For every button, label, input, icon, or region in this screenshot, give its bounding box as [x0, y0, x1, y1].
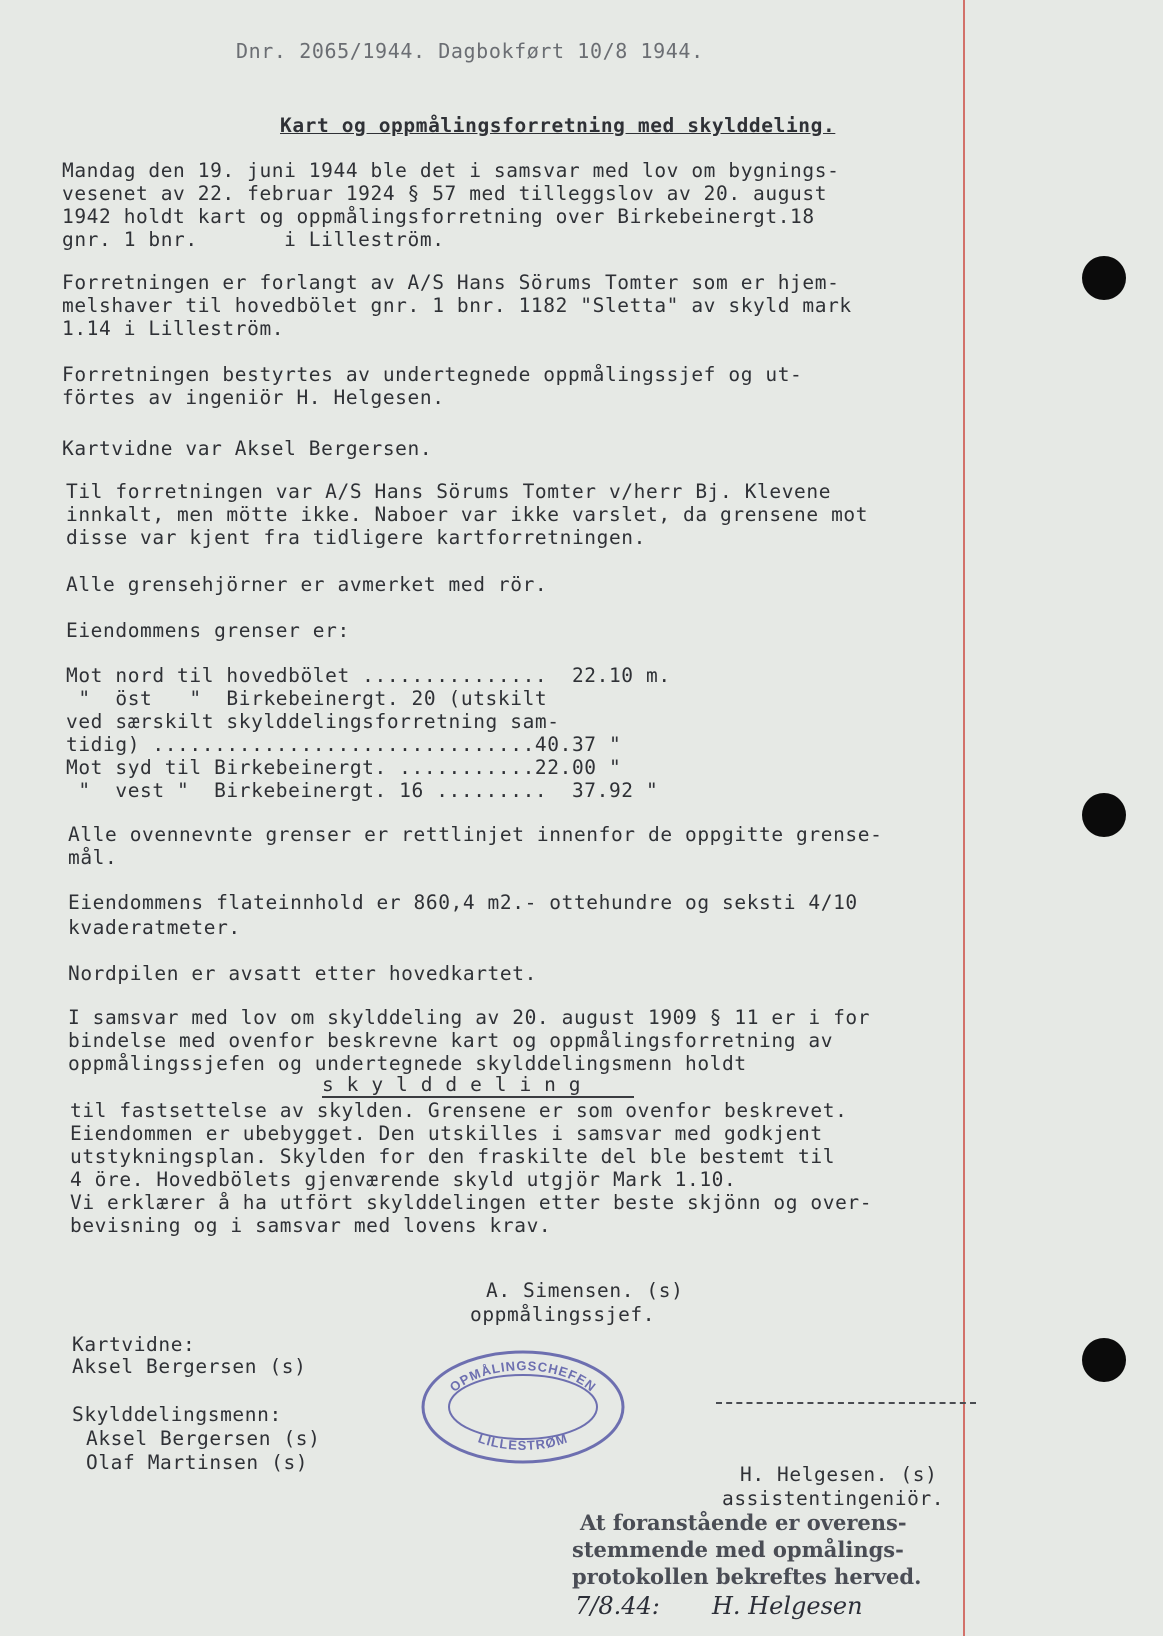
paragraph-line: kvaderatmeter.	[68, 916, 241, 939]
handwritten-date: 7/8.44:	[575, 1592, 660, 1620]
boundary-line: ved særskilt skylddelingsforretning sam-	[66, 710, 560, 733]
paragraph-line: Forretningen er forlangt av A/S Hans Sörums Tomter som er hjem-	[62, 271, 840, 294]
certification-line: protokollen bekreftes herved.	[572, 1564, 922, 1589]
signature-name: A. Simensen. (s)	[486, 1279, 684, 1302]
boundary-line: Mot syd til Birkebeinergt. ...........22.00 "	[66, 756, 622, 779]
paragraph-line: disse var kjent fra tidligere kartforretningen.	[66, 526, 646, 549]
kartvidne-name: Aksel Bergersen (s)	[72, 1355, 307, 1378]
paragraph-line: Eiendommens grenser er:	[66, 619, 350, 642]
signature-title: oppmålingssjef.	[470, 1303, 656, 1326]
paragraph-line: Eiendommen er ubebygget. Den utskilles i samsvar med godkjent	[70, 1122, 823, 1145]
certification-line: At foranstående er overens-	[580, 1510, 907, 1535]
official-stamp	[420, 1347, 626, 1465]
paragraph-line: Til forretningen var A/S Hans Sörums Tomter v/herr Bj. Klevene	[66, 480, 832, 503]
paragraph-line: 1.14 i Lilleström.	[62, 317, 285, 340]
paragraph-line: bindelse med ovenfor beskrevne kart og oppmålingsforretning av	[68, 1029, 834, 1052]
punch-hole-icon	[1082, 256, 1126, 300]
paragraph-line: vesenet av 22. februar 1924 § 57 med tilleggslov av 20. august	[62, 182, 828, 205]
document-title: Kart og oppmålingsforretning med skylddeling.	[280, 114, 836, 137]
skylddelingsmenn-name: Aksel Bergersen (s)	[86, 1427, 321, 1450]
boundary-line: " vest " Birkebeinergt. 16 ......... 37.92 "	[66, 779, 659, 802]
signature-name: H. Helgesen. (s)	[740, 1463, 938, 1486]
svg-text:LILLESTRØM	[476, 1431, 569, 1453]
paragraph-line: Eiendommens flateinnhold er 860,4 m2.- ottehundre og seksti 4/10	[68, 891, 858, 914]
skylddeling-underline	[322, 1096, 634, 1098]
handwritten-signature: H. Helgesen	[712, 1592, 863, 1620]
boundary-line: " öst " Birkebeinergt. 20 (utskilt	[66, 687, 548, 710]
skylddelingsmenn-name: Olaf Martinsen (s)	[86, 1451, 309, 1474]
stamp-bottom-text: LILLESTRØM	[476, 1430, 570, 1453]
certification-line: stemmende med opmålings-	[572, 1537, 904, 1562]
paragraph-line: Nordpilen er avsatt etter hovedkartet.	[68, 962, 537, 985]
signature-title: assistentingeniör.	[722, 1487, 945, 1510]
paragraph-line: bevisning og i samsvar med lovens krav.	[70, 1214, 552, 1237]
paragraph-line: Kartvidne var Aksel Bergersen.	[62, 437, 433, 460]
paragraph-line: förtes av ingeniör H. Helgesen.	[62, 386, 445, 409]
paragraph-line: Mandag den 19. juni 1944 ble det i samsvar med lov om bygnings-	[62, 159, 840, 182]
skylddelingsmenn-label: Skylddelingsmenn:	[72, 1403, 282, 1426]
boundary-line: Mot nord til hovedbölet ............... 22.10 m.	[66, 664, 671, 687]
paragraph-line: I samsvar med lov om skylddeling av 20. august 1909 § 11 er i for	[68, 1006, 871, 1029]
paragraph-line: 4 öre. Hovedbölets gjenværende skyld utgjör Mark 1.10.	[70, 1168, 737, 1191]
paragraph-line: utstykningsplan. Skylden for den fraskilte del ble bestemt til	[70, 1145, 836, 1168]
paragraph-line: melshaver til hovedbölet gnr. 1 bnr. 1182 "Sletta" av skyld mark	[62, 294, 852, 317]
punch-hole-icon	[1082, 1338, 1126, 1382]
punch-hole-icon	[1082, 793, 1126, 837]
paragraph-line: Alle grensehjörner er avmerket med rör.	[66, 573, 548, 596]
stamp-top-text: OPMÅLINGSCHEFEN	[446, 1358, 600, 1395]
boundary-line: tidig) ...............................40.37 "	[66, 733, 622, 756]
paragraph-line: mål.	[68, 846, 118, 869]
paragraph-line: Alle ovennevnte grenser er rettlinjet innenfor de oppgitte grense-	[68, 823, 883, 846]
paragraph-line: gnr. 1 bnr. i Lilleström.	[62, 228, 445, 251]
journal-header: Dnr. 2065/1944. Dagbokført 10/8 1944.	[236, 39, 704, 63]
margin-line	[963, 0, 965, 1636]
paragraph-line: Vi erklærer å ha utfört skylddelingen etter beste skjönn og over-	[70, 1191, 873, 1214]
kartvidne-label: Kartvidne:	[72, 1333, 196, 1356]
paragraph-line: innkalt, men mötte ikke. Naboer var ikke varslet, da grensene mot	[66, 503, 869, 526]
signature-dashed-line	[716, 1402, 976, 1404]
paragraph-line: 1942 holdt kart og oppmålingsforretning over Birkebeinergt.18	[62, 205, 815, 228]
paragraph-line: Forretningen bestyrtes av undertegnede oppmålingssjef og ut-	[62, 363, 803, 386]
paragraph-line: oppmålingssjefen og undertegnede skylddelingsmenn holdt	[68, 1052, 747, 1075]
svg-text:OPMÅLINGSCHEFEN	[447, 1358, 599, 1395]
skylddeling-heading: s k y l d d e l i n g	[322, 1073, 582, 1096]
paragraph-line: til fastsettelse av skylden. Grensene er som ovenfor beskrevet.	[70, 1099, 848, 1122]
